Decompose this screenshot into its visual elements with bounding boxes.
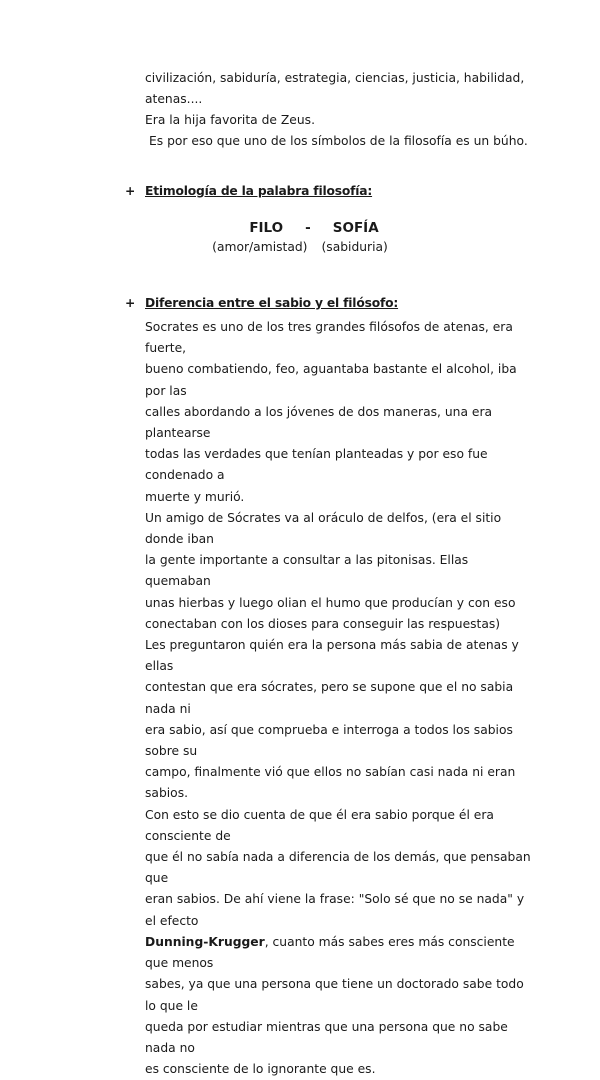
etymology-dash: - — [305, 220, 311, 236]
body-line — [145, 932, 535, 974]
etymology-word: FILO — [249, 220, 284, 236]
body-line: campo, finalmente vió que ellos no sabían casi nada ni eran sabios. — [145, 765, 516, 801]
body-line: eran sabios. De ahí viene la frase: "Solo sé que no se nada" y el efecto — [145, 892, 525, 928]
bullet-plus-icon: + — [125, 184, 136, 198]
section-body — [145, 317, 535, 1080]
etymology-words — [0, 220, 600, 236]
bullet-plus-icon: + — [125, 296, 136, 310]
body-line: calles abordando a los jóvenes de dos maneras, una era plantearse — [145, 404, 493, 441]
body-text-span: , cuanto más sabes eres más consciente que menos — [145, 934, 515, 971]
body-line: contestan que era sócrates, pero se supone que el no sabia nada ni — [145, 680, 514, 716]
body-line: Socrates es uno de los tres grandes filósofos de atenas, era fuerte, — [145, 320, 513, 356]
body-line: queda por estudiar mientras que una persona que no sabe nada no — [145, 1019, 508, 1055]
body-line: era sabio, así que comprueba e interroga a todos los sabios sobre su — [145, 722, 513, 759]
etymology-word: SOFÍA — [332, 220, 379, 236]
etymology-glosses — [0, 240, 600, 254]
body-line: conectaban con los dioses para conseguir las respuestas) — [145, 616, 501, 631]
body-line: la gente importante a consultar a las pitonisas. Ellas quemaban — [145, 553, 469, 589]
body-line: bueno combatiendo, feo, aguantaba bastante el alcohol, iba por las — [145, 362, 517, 398]
section-heading: Etimología de la palabra filosofía: — [145, 184, 373, 198]
body-line: todas las verdades que tenían planteadas y por eso fue condenado a — [145, 447, 488, 483]
etymology-gloss: (sabiduria) — [321, 240, 388, 254]
body-line: Con esto se dio cuenta de que él era sabio porque él era consciente de — [145, 807, 494, 843]
intro-paragraph — [145, 68, 535, 152]
intro-line: civilización, sabiduría, estrategia, ciencias, justicia, habilidad, atenas.... — [145, 71, 525, 106]
body-line: unas hierbas y luego olian el humo que producían y con eso — [145, 595, 516, 610]
intro-line: Es por eso que uno de los símbolos de la filosofía es un búho. — [149, 134, 528, 148]
body-line: es consciente de lo ignorante que es. — [145, 1062, 376, 1077]
intro-line: Era la hija favorita de Zeus. — [145, 113, 315, 127]
etymology-gloss: (amor/amistad) — [212, 240, 308, 254]
bold-term: Dunning-Krugger — [145, 934, 265, 949]
body-line: Un amigo de Sócrates va al oráculo de delfos, (era el sitio donde iban — [145, 510, 502, 547]
body-line: muerte y murió. — [145, 489, 245, 504]
body-line: que él no sabía nada a diferencia de los demás, que pensaban que — [145, 850, 531, 886]
body-line: Les preguntaron quién era la persona más sabia de atenas y ellas — [145, 638, 519, 674]
section-heading: Diferencia entre el sabio y el filósofo: — [145, 296, 399, 310]
body-line: sabes, ya que una persona que tiene un doctorado sabe todo lo que le — [145, 977, 524, 1013]
